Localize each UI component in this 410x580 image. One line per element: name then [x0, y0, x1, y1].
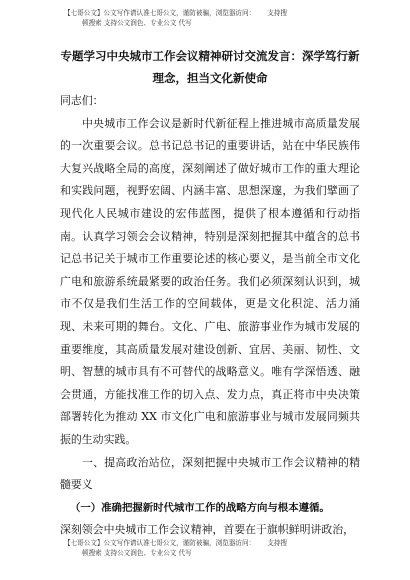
- paragraph-intro: 中央城市工作会议是新时代新征程上推进城市高质量发展的一次重要会议。总书记总书记的重要讲话，站在中华民族伟大复兴战略全局的高度，深刻阐述了做好城市工作的重大理论和实践问题，视野宏阔、内涵丰富、思想深邃，为我们擘画了现代化人民城市建设的宏伟蓝图，提供了根本遵循和行动指南。认真学习领会会议精神，特别是深刻把握其中蕴含的总书记总书记关于城市工作重要论述的核心要义，是当前全市文化广电和旅游系统最紧要的政治任务。我们必须深刻认识到，城市不仅是我们生活工作的空间载体，更是文化积淀、活力涌现、未来可期的舞台。文化、广电、旅游事业作为城市发展的重要维度，其高质量发展对建设创新、宜居、美丽、韧性、文明、智慧的城市具有不可替代的战略意义。唯有学深悟透、融会贯通，方能找准工作的切入点、发力点，真正将市中央决策部署转化为推动 XX 市文化广电和旅游事业与城市发展同频共振的生动实践。: [60, 116, 360, 446]
- title-line-2: 理念，担当文化新使命: [152, 71, 268, 85]
- footer-line-1: [64, 538, 364, 548]
- title-line-1: 专题学习中央城市工作会议精神研讨交流发言：深学笃行新: [60, 49, 360, 63]
- document-body: [60, 90, 360, 542]
- paragraph-body: 深刻领会中央城市工作会议精神，首要在于旗帜鲜明讲政治，: [60, 523, 355, 537]
- header-text: 【七哥公文】公文写作请认准七哥公文，谨防被骗，浏览器访问：: [64, 9, 256, 17]
- document-title: [60, 45, 360, 89]
- page-footer: [64, 538, 364, 558]
- page-header: [64, 8, 364, 28]
- footer-text: 【七哥公文】公文写作请认准七哥公文，谨防被骗，浏览器访问：: [64, 539, 256, 547]
- subsection-heading-text: （一）准确把握新时代城市工作的战略方向与根本遵循。: [70, 501, 330, 514]
- header-line-2: 顿搜索 支持公文润色、专业公文 代写: [82, 19, 192, 27]
- header-tail: 支持搜: [267, 9, 287, 17]
- subsection-heading-1: [60, 497, 360, 520]
- footer-tail: 支持搜: [267, 539, 287, 547]
- header-line-1: [64, 8, 364, 18]
- greeting: 同志们：: [60, 94, 104, 107]
- section-heading-1: 一、提高政治站位，深刻把握中央城市工作会议精神的精髓要义: [60, 455, 360, 492]
- footer-line-2: 顿搜索 支持公文润色、专业公文 代写: [82, 549, 192, 557]
